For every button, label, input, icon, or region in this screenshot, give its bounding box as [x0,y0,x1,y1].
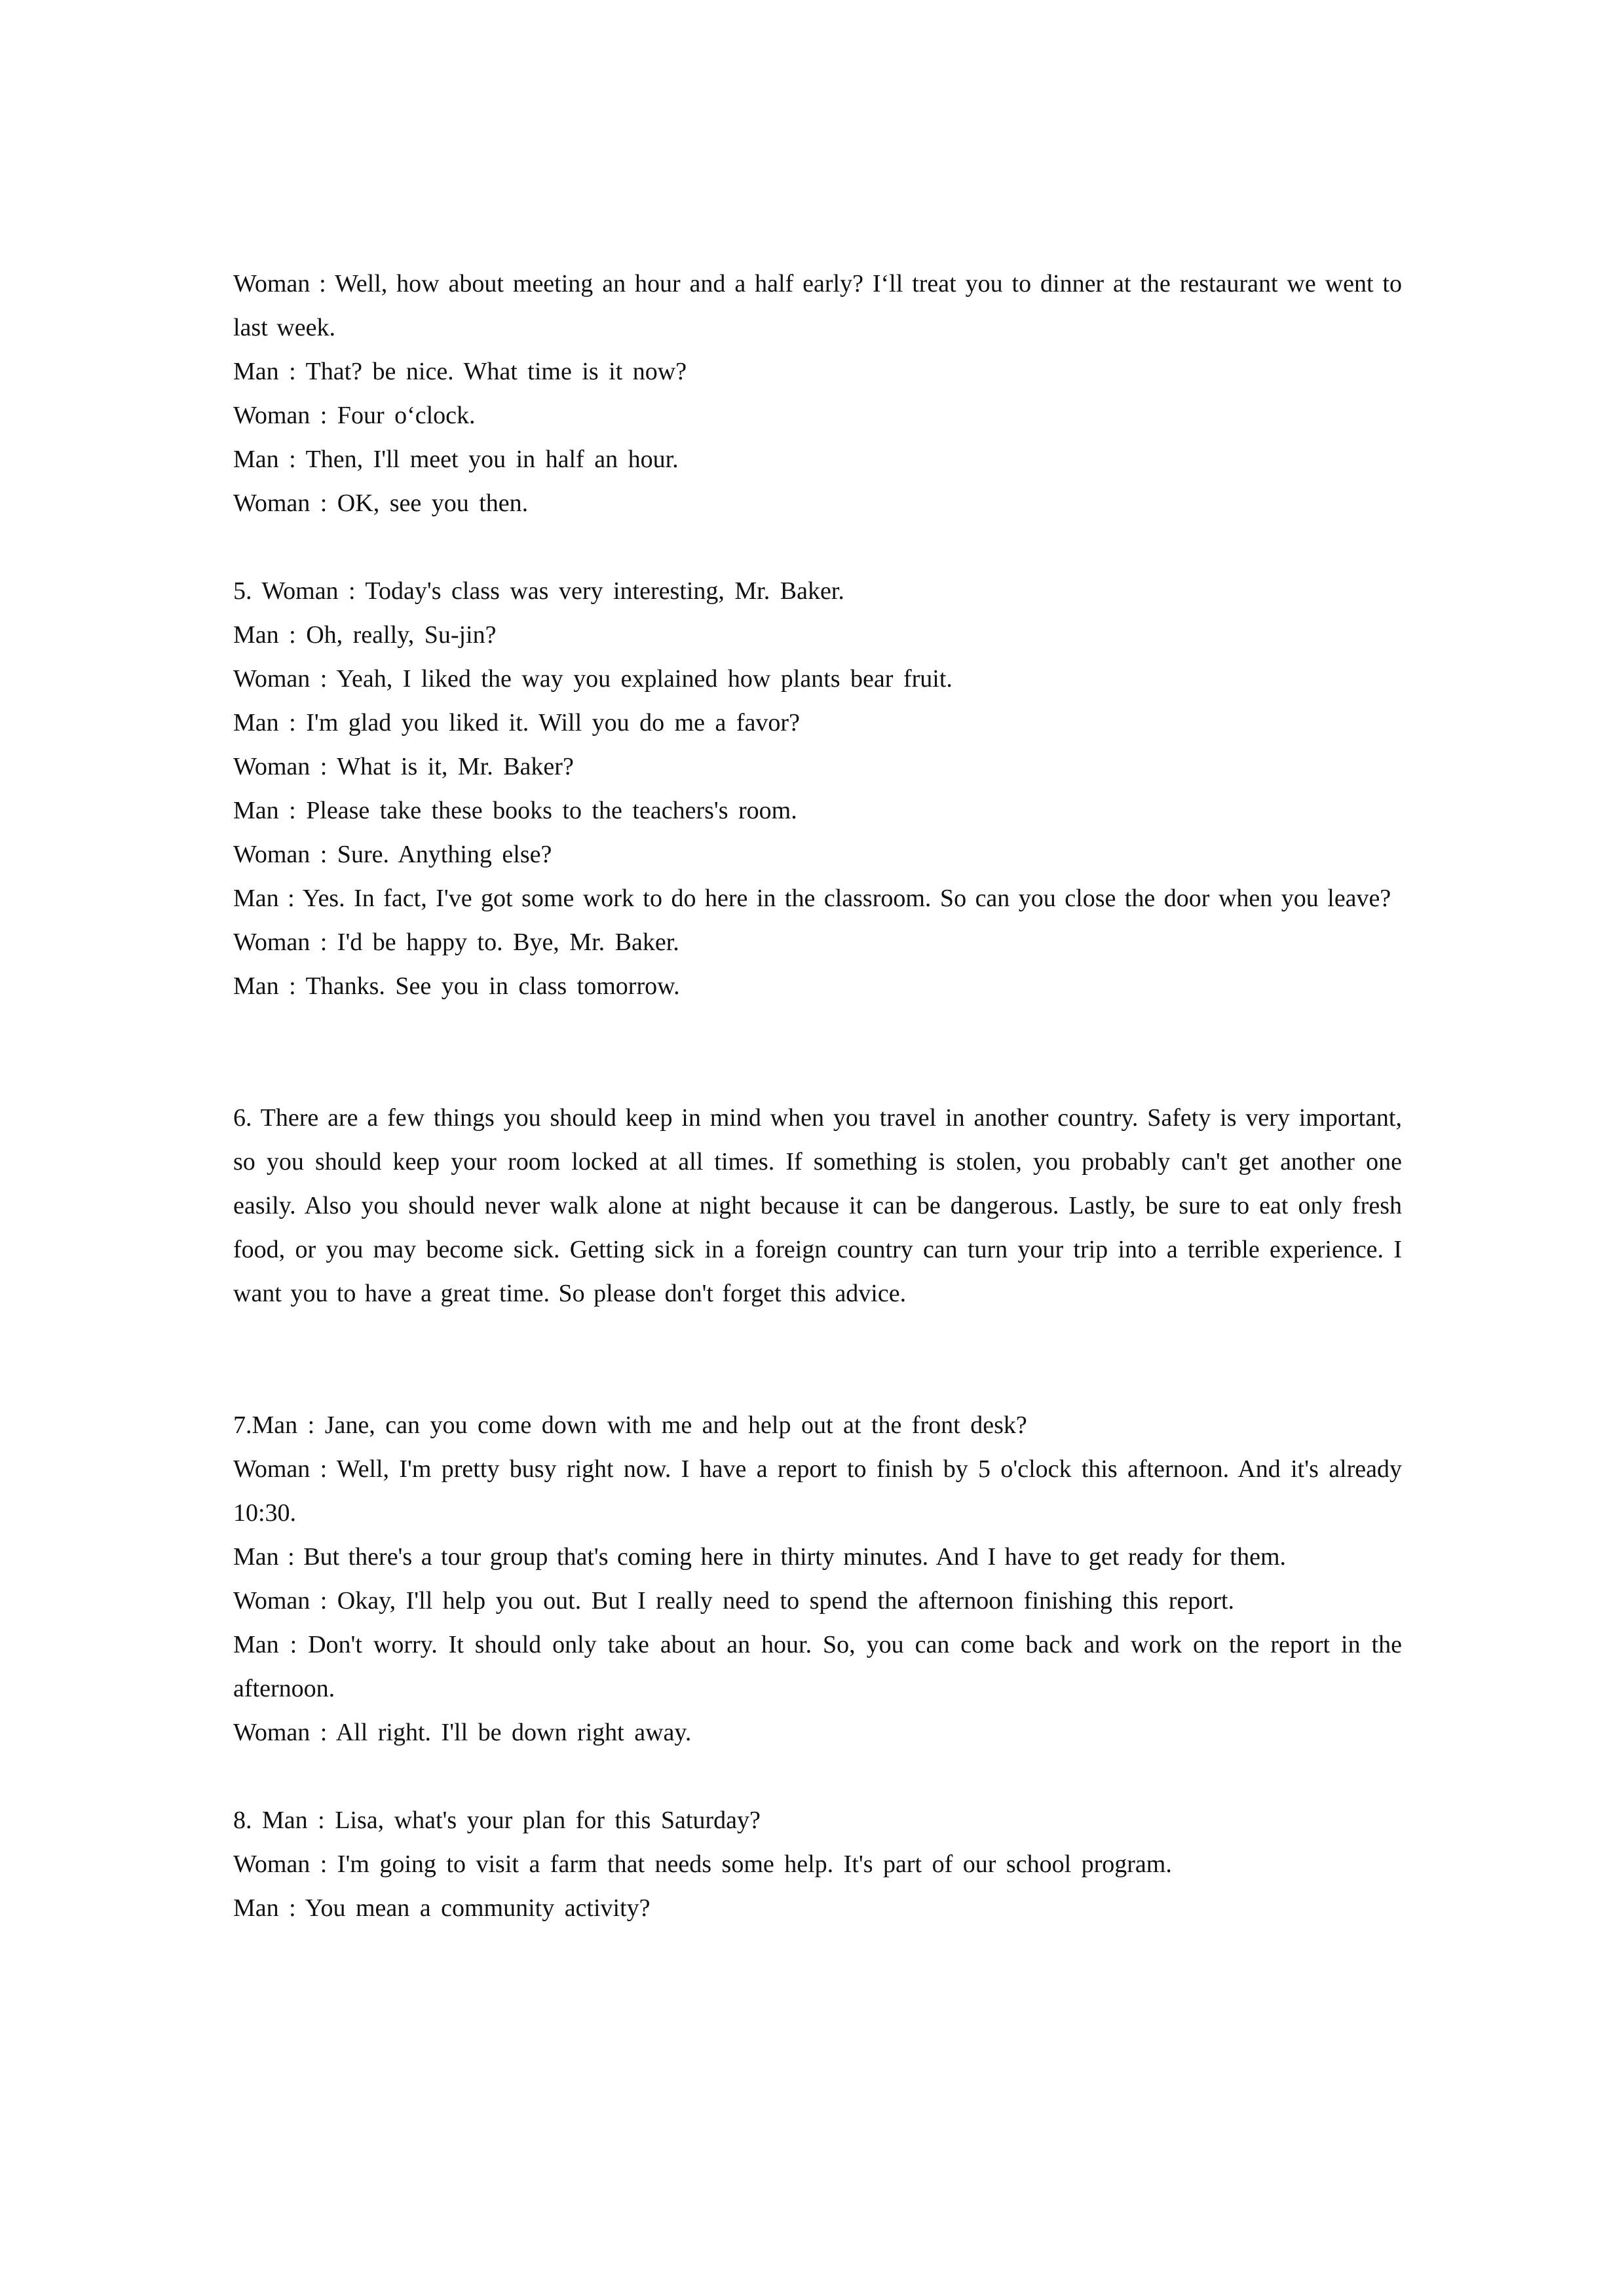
document-page [233,262,1402,1930]
dialogue-section-7 [233,1404,1402,1755]
dialogue-line: Woman : I'd be happy to. Bye, Mr. Baker. [233,928,679,956]
dialogue-line: Woman : What is it, Mr. Baker? [233,753,574,780]
dialogue-line: Man : That? be nice. What time is it now? [233,358,687,385]
dialogue-line: 7.Man : Jane, can you come down with me and help out at the front desk? [233,1411,1027,1439]
dialogue-section-5 [233,569,1402,1008]
monologue-section-6 [233,1096,1402,1316]
dialogue-line: Woman : I'm going to visit a farm that needs some help. It's part of our school program. [233,1850,1172,1878]
dialogue-line: Woman : Sure. Anything else? [233,841,552,868]
dialogue-line: Woman : All right. I'll be down right away. [233,1719,692,1746]
dialogue-line: Man : Please take these books to the teachers's room. [233,797,797,824]
dialogue-line: 5. Woman : Today's class was very interesting, Mr. Baker. [233,577,844,605]
dialogue-line: Woman : Okay, I'll help you out. But I really need to spend the afternoon finishing this report. [233,1587,1235,1615]
dialogue-line: Man : Then, I'll meet you in half an hour. [233,446,679,473]
dialogue-line: Man : But there's a tour group that's coming here in thirty minutes. And I have to get ready for them. [233,1543,1287,1571]
dialogue-line: Man : You mean a community activity? [233,1894,651,1922]
dialogue-line: Man : Thanks. See you in class tomorrow. [233,972,680,1000]
dialogue-line: Woman : Well, how about meeting an hour and a half early? I‘ll treat you to dinner at the restaurant we went to last week. [233,270,1402,341]
dialogue-line: 8. Man : Lisa, what's your plan for this Saturday? [233,1807,761,1834]
monologue-paragraph: 6. There are a few things you should keep in mind when you travel in another country. Safety is very important, so you should keep your room locked at all times. If something is stolen, you probably can't get another one easily. Also you should never walk alone at night because it can be dangerous. Lastly, be sure to eat only fresh food, or you may become sick. Getting sick in a foreign country can turn your trip into a terrible experience. I want you to have a great time. So please don't forget this advice. [233,1104,1402,1307]
dialogue-line: Man : Don't worry. It should only take about an hour. So, you can come back and work on the report in the afternoon. [233,1631,1402,1702]
dialogue-line: Man : Yes. In fact, I've got some work to do here in the classroom. So can you close the door when you leave? [233,885,1391,912]
dialogue-line: Man : I'm glad you liked it. Will you do me a favor? [233,709,800,737]
dialogue-line: Woman : Well, I'm pretty busy right now. I have a report to finish by 5 o'clock this afternoon. And it's already 10:30. [233,1455,1402,1527]
dialogue-line: Man : Oh, really, Su-jin? [233,621,497,649]
dialogue-line: Woman : Yeah, I liked the way you explained how plants bear fruit. [233,665,953,693]
dialogue-line: Woman : OK, see you then. [233,489,529,517]
dialogue-section-4 [233,262,1402,526]
dialogue-section-8 [233,1799,1402,1930]
dialogue-line: Woman : Four o‘clock. [233,402,476,429]
